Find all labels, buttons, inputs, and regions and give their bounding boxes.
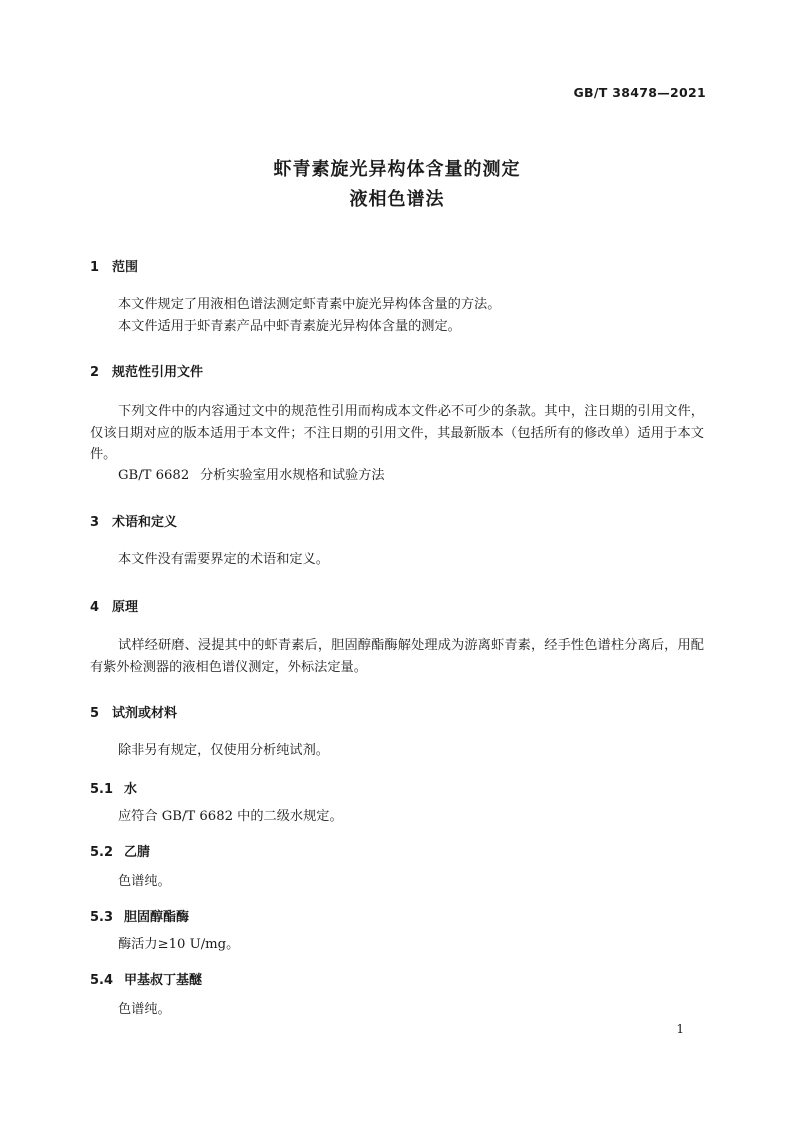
paragraph: 色谱纯。 — [118, 874, 171, 889]
paragraph: 试样经研磨、浸提其中的虾青素后，胆固醇酯酶解处理成为游离虾青素，经手性色谱柱分离后，用配有紫外检测器的液相色谱仪测定，外标法定量。 — [90, 638, 704, 675]
paragraph: 下列文件中的内容通过文中的规范性引用而构成本文件必不可少的条款。其中，注日期的引用文件，仅该日期对应的版本适用于本文件；不注日期的引用文件，其最新版本（包括所有的修改单）适用于本文件。 — [90, 404, 704, 462]
section-title: 术语和定义 — [112, 515, 178, 530]
section-number: 2 — [90, 365, 100, 380]
section-number: 3 — [90, 515, 100, 530]
section-title: 试剂或材料 — [112, 706, 178, 721]
section-5-heading — [90, 702, 177, 721]
section-number: 5.1 — [90, 782, 114, 797]
standard-number: GB/T 38478—2021 — [573, 85, 706, 100]
paragraph: 本文件没有需要界定的术语和定义。 — [118, 552, 329, 567]
subsection-5-3-heading — [90, 906, 189, 925]
document-title: 虾青素旋光异构体含量的测定 — [273, 159, 521, 180]
paragraph: 应符合 GB/T 6682 中的二级水规定。 — [118, 809, 343, 824]
section-number: 5.4 — [90, 973, 114, 988]
normative-reference — [118, 465, 704, 487]
section-title: 乙腈 — [124, 845, 151, 860]
section-number: 1 — [90, 260, 100, 275]
section-1-heading — [90, 256, 138, 275]
section-4-heading — [90, 596, 138, 615]
subsection-5-2-heading — [90, 841, 150, 860]
paragraph: 除非另有规定，仅使用分析纯试剂。 — [118, 743, 329, 758]
section-number: 4 — [90, 600, 100, 615]
section-title: 甲基叔丁基醚 — [124, 973, 203, 988]
section-2-heading — [90, 361, 203, 380]
paragraph: 本文件规定了用液相色谱法测定虾青素中旋光异构体含量的方法。 — [118, 297, 501, 312]
section-number: 5 — [90, 706, 100, 721]
reference-title: 分析实验室用水规格和试验方法 — [200, 468, 385, 483]
section-number: 5.3 — [90, 910, 114, 925]
section-title: 水 — [124, 782, 138, 797]
document-subtitle: 液相色谱法 — [349, 189, 445, 210]
paragraph: 酶活力≥10 U/mg。 — [118, 937, 240, 952]
page-number: 1 — [676, 1022, 684, 1036]
subsection-5-4-heading — [90, 969, 202, 988]
section-title: 范围 — [112, 260, 139, 275]
paragraph: 色谱纯。 — [118, 1002, 171, 1017]
reference-code: GB/T 6682 — [118, 468, 190, 483]
section-title: 规范性引用文件 — [112, 365, 204, 380]
section-number: 5.2 — [90, 845, 114, 860]
section-title: 胆固醇酯酶 — [124, 910, 190, 925]
section-3-heading — [90, 511, 177, 530]
paragraph: 本文件适用于虾青素产品中虾青素旋光异构体含量的测定。 — [118, 319, 461, 334]
subsection-5-1-heading — [90, 778, 137, 797]
section-title: 原理 — [112, 600, 139, 615]
